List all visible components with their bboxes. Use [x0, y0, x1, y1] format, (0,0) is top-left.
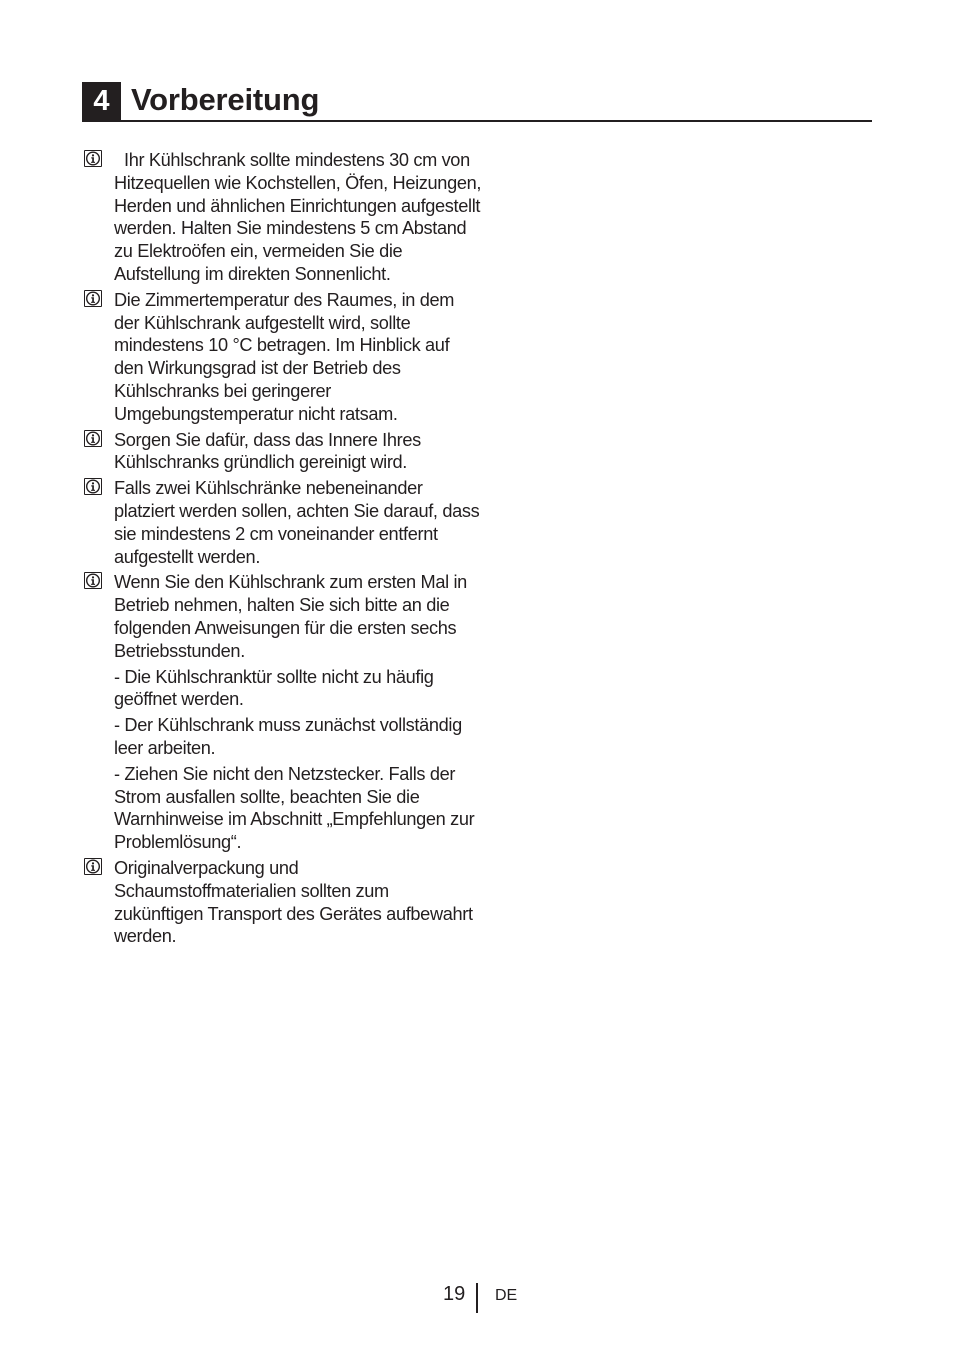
note-item	[82, 857, 482, 948]
note-item	[82, 477, 482, 568]
page-title: Vorbereitung	[131, 82, 320, 117]
note-item	[82, 429, 482, 475]
note-item	[82, 149, 482, 286]
note-text: Sorgen Sie dafür, dass das Innere Ihres Kühlschranks gründlich gereinigt wird.	[114, 429, 421, 473]
info-icon	[84, 572, 102, 589]
sub-instruction: - Der Kühlschrank muss zunächst vollständig leer arbeiten.	[114, 715, 462, 758]
note-text: Originalverpackung und Schaumstoffmaterialien sollten zum zukünftigen Transport des Gerätes aufbewahrt werden.	[114, 857, 473, 947]
note-item	[82, 289, 482, 426]
notes-list	[82, 149, 482, 951]
info-icon	[84, 858, 102, 875]
info-icon	[84, 150, 102, 167]
note-text: Die Zimmertemperatur des Raumes, in dem der Kühlschrank aufgestellt wird, sollte mindestens 10 °C betragen. Im Hinblick auf den Wirkungsgrad ist der Betrieb des Kühlschranks bei geringerer Umgebungstemperatur nicht ratsam.	[114, 289, 455, 424]
section-number: 4	[82, 82, 121, 120]
sub-instruction: - Ziehen Sie nicht den Netzstecker. Falls der Strom ausfallen sollte, beachten Sie die Warnhinweise im Abschnitt „Empfehlungen zur Problemlösung“.	[114, 763, 475, 853]
info-icon	[84, 290, 102, 307]
page-number: 19	[443, 1283, 466, 1305]
info-icon	[84, 430, 102, 447]
language-code: DE	[495, 1287, 518, 1304]
footer-divider	[476, 1283, 478, 1313]
note-text: Wenn Sie den Kühlschrank zum ersten Mal in Betrieb nehmen, halten Sie sich bitte an die folgenden Anweisungen für die ersten sechs Betriebsstunden.	[114, 572, 467, 661]
info-icon	[84, 478, 102, 495]
note-text: Ihr Kühlschrank sollte mindestens 30 cm von Hitzequellen wie Kochstellen, Öfen, Heizungen, Herden und ähnlichen Einrichtungen aufgestellt werden. Halten Sie mindestens 5 cm Abstand zu Elektroöfen ein, vermeiden Sie die Aufstellung im direkten Sonnenlicht.	[114, 150, 482, 284]
note-item	[82, 571, 482, 854]
sub-instruction: - Die Kühlschranktür sollte nicht zu häufig geöffnet werden.	[114, 666, 434, 710]
section-header	[82, 80, 872, 122]
note-text: Falls zwei Kühlschränke nebeneinander platziert werden sollen, achten Sie darauf, dass sie mindestens 2 cm voneinander entfernt aufgestellt werden.	[114, 478, 480, 567]
